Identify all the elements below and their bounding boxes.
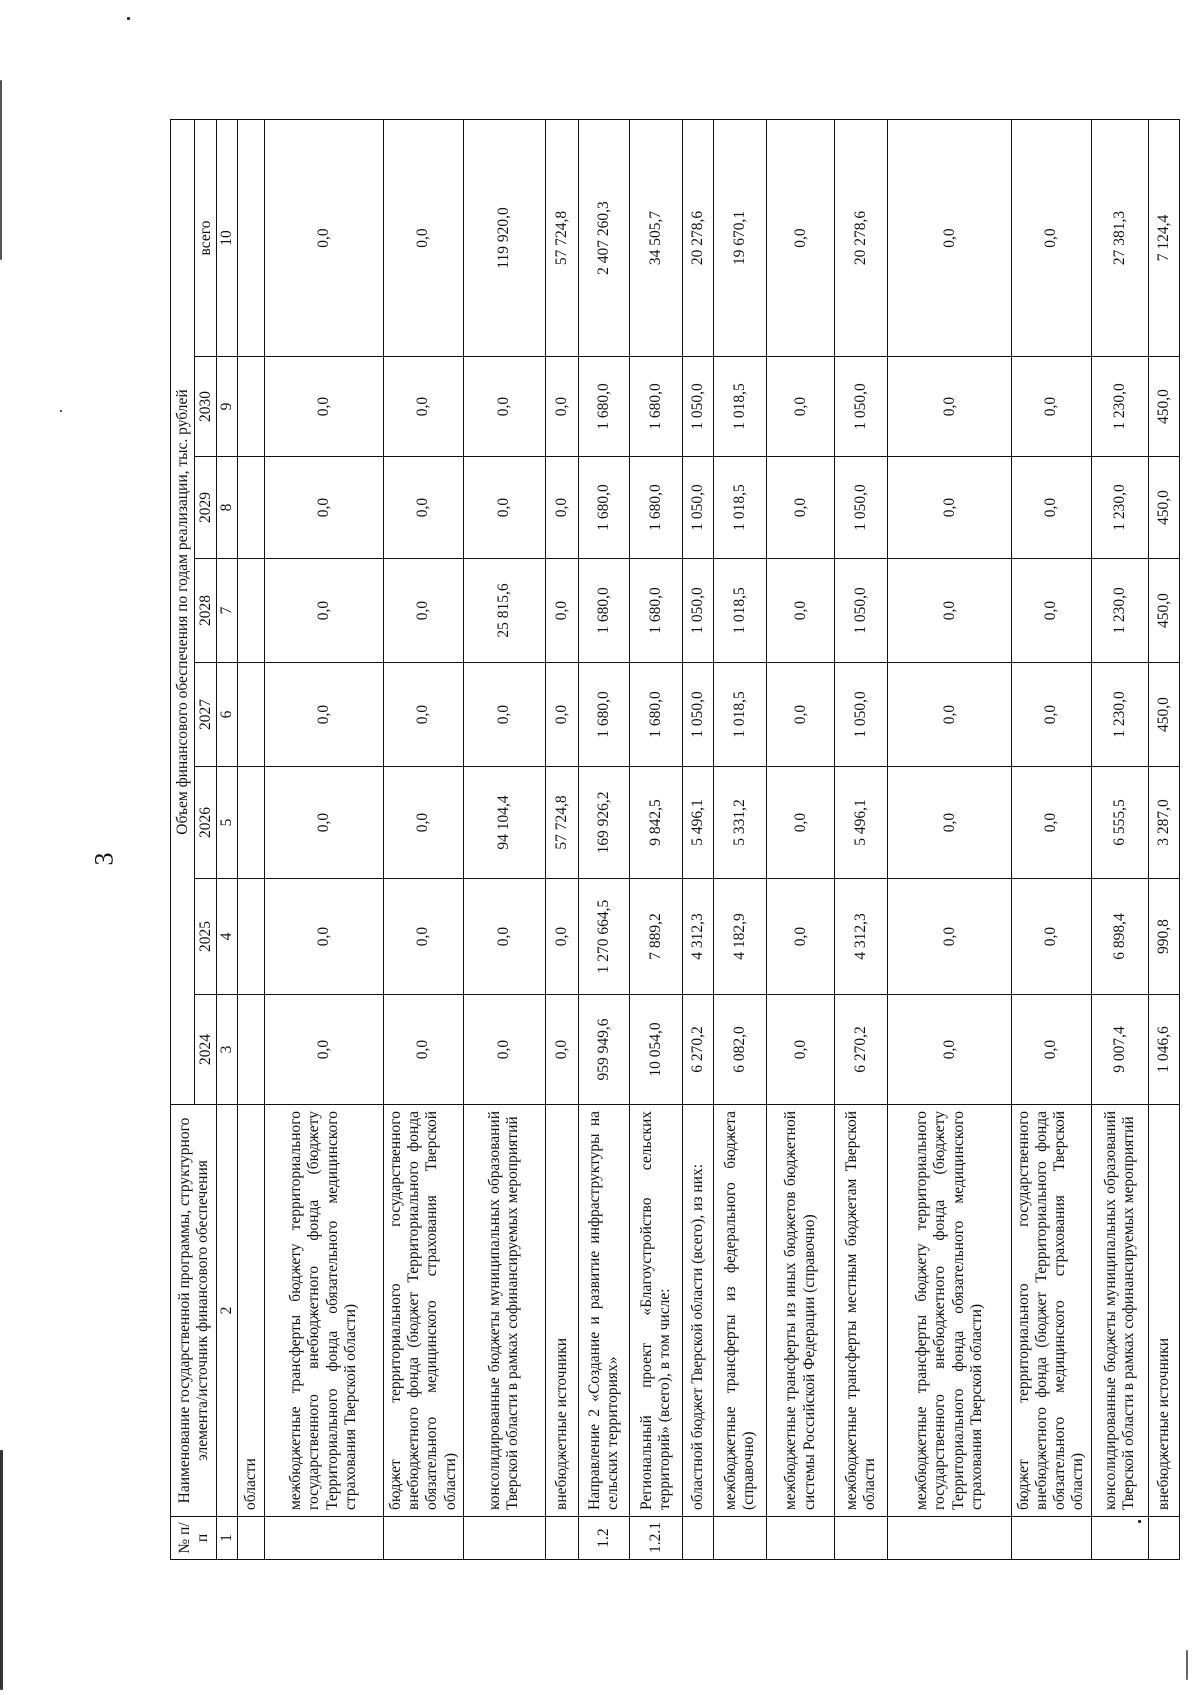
value-cell: 1 230,0	[1091, 357, 1148, 457]
value-cell: 6 082,0	[714, 995, 767, 1105]
table-row	[264, 120, 383, 1560]
value-cell: 0,0	[545, 995, 578, 1105]
value-cell	[238, 457, 265, 559]
value-cell: 1 680,0	[578, 663, 629, 767]
value-cell: 0,0	[383, 457, 463, 559]
value-cell: 6 270,2	[835, 995, 888, 1105]
column-number-7: 7	[217, 559, 238, 663]
value-cell: 1 050,0	[835, 357, 888, 457]
value-cell: 0,0	[888, 120, 1011, 357]
value-cell: 4 312,3	[683, 879, 714, 995]
value-cell: 0,0	[264, 120, 383, 357]
value-cell: 1 046,6	[1149, 995, 1180, 1105]
value-cell: 3 287,0	[1149, 767, 1180, 879]
value-cell: 0,0	[383, 767, 463, 879]
value-cell: 1 680,0	[629, 357, 682, 457]
table-row	[383, 120, 463, 1560]
financing-table	[170, 119, 1180, 1560]
column-number-2: 2	[217, 1105, 238, 1517]
value-cell: 0,0	[463, 457, 545, 559]
row-number	[1091, 1517, 1148, 1560]
row-name: межбюджетные трансферты из федерального бюджета (справочно)	[714, 1105, 767, 1517]
value-cell: 119 920,0	[463, 120, 545, 357]
value-cell: 0,0	[1011, 767, 1091, 879]
row-number	[264, 1517, 383, 1560]
value-cell: 0,0	[545, 457, 578, 559]
row-number: 1.2	[578, 1517, 629, 1560]
value-cell	[238, 120, 265, 357]
value-cell: 5 331,2	[714, 767, 767, 879]
value-cell: 0,0	[463, 357, 545, 457]
header-year-3: 2027	[195, 663, 217, 767]
value-cell: 0,0	[264, 357, 383, 457]
value-cell: 0,0	[1011, 559, 1091, 663]
value-cell: 9 007,4	[1091, 995, 1148, 1105]
row-number	[383, 1517, 463, 1560]
value-cell: 959 949,6	[578, 995, 629, 1105]
row-name: межбюджетные трансферты местным бюджетам Тверской области	[835, 1105, 888, 1517]
value-cell: 0,0	[1011, 879, 1091, 995]
value-cell: 0,0	[888, 663, 1011, 767]
rotated-table-container	[170, 120, 1180, 1560]
value-cell: 0,0	[264, 879, 383, 995]
row-name: внебюджетные источники	[1149, 1105, 1180, 1517]
value-cell: 19 670,1	[714, 120, 767, 357]
value-cell: 1 018,5	[714, 357, 767, 457]
value-cell: 1 680,0	[629, 457, 682, 559]
value-cell: 1 680,0	[578, 457, 629, 559]
header-column-numbers-row	[217, 120, 238, 1560]
row-number	[1011, 1517, 1091, 1560]
value-cell: 0,0	[545, 663, 578, 767]
value-cell: 0,0	[767, 559, 835, 663]
value-cell: 27 381,3	[1091, 120, 1148, 357]
value-cell: 6 555,5	[1091, 767, 1148, 879]
value-cell: 0,0	[545, 357, 578, 457]
value-cell: 1 680,0	[629, 559, 682, 663]
value-cell: 20 278,6	[835, 120, 888, 357]
header-number: № п/п	[171, 1517, 217, 1560]
row-number	[767, 1517, 835, 1560]
value-cell: 34 505,7	[629, 120, 682, 357]
value-cell: 1 018,5	[714, 663, 767, 767]
scan-dot	[127, 17, 130, 20]
value-cell: 1 680,0	[578, 357, 629, 457]
value-cell: 0,0	[383, 663, 463, 767]
value-cell: 1 050,0	[683, 559, 714, 663]
header-year-5: 2029	[195, 457, 217, 559]
value-cell	[238, 995, 265, 1105]
value-cell: 10 054,0	[629, 995, 682, 1105]
value-cell: 57 724,8	[545, 120, 578, 357]
value-cell: 0,0	[545, 559, 578, 663]
value-cell: 1 050,0	[683, 457, 714, 559]
header-name: Наименование государственной программы, структурного элемента/источник финансового обеспечения	[171, 1105, 217, 1517]
value-cell: 1 050,0	[835, 559, 888, 663]
value-cell: 1 018,5	[714, 559, 767, 663]
value-cell: 1 680,0	[578, 559, 629, 663]
value-cell: 0,0	[383, 357, 463, 457]
value-cell: 0,0	[383, 559, 463, 663]
value-cell: 7 889,2	[629, 879, 682, 995]
value-cell: 1 050,0	[835, 663, 888, 767]
value-cell: 0,0	[1011, 663, 1091, 767]
scan-edge-mark	[0, 1450, 3, 1690]
row-name: консолидированные бюджеты муниципальных образований Тверской области в рамках софинансируемых мероприятий	[463, 1105, 545, 1517]
value-cell: 0,0	[383, 879, 463, 995]
row-name: межбюджетные трансферты из иных бюджетов бюджетной системы Российской Федерации (справочно)	[767, 1105, 835, 1517]
header-year-2: 2026	[195, 767, 217, 879]
column-number-6: 6	[217, 663, 238, 767]
value-cell: 25 815,6	[463, 559, 545, 663]
row-name: внебюджетные источники	[545, 1105, 578, 1517]
value-cell: 0,0	[767, 457, 835, 559]
value-cell: 7 124,4	[1149, 120, 1180, 357]
table-row	[714, 120, 767, 1560]
value-cell: 0,0	[264, 457, 383, 559]
value-cell: 450,0	[1149, 559, 1180, 663]
table-row	[683, 120, 714, 1560]
header-year-7: всего	[195, 120, 217, 357]
value-cell	[238, 357, 265, 457]
value-cell: 20 278,6	[683, 120, 714, 357]
value-cell: 0,0	[767, 767, 835, 879]
column-number-10: 10	[217, 120, 238, 357]
value-cell: 1 680,0	[629, 663, 682, 767]
value-cell: 0,0	[767, 120, 835, 357]
value-cell: 1 230,0	[1091, 559, 1148, 663]
value-cell: 4 312,3	[835, 879, 888, 995]
value-cell: 1 270 664,5	[578, 879, 629, 995]
value-cell	[238, 879, 265, 995]
row-number	[835, 1517, 888, 1560]
column-number-1: 1	[217, 1517, 238, 1560]
value-cell: 0,0	[463, 995, 545, 1105]
value-cell	[238, 663, 265, 767]
value-cell: 1 050,0	[835, 457, 888, 559]
row-number	[1149, 1517, 1180, 1560]
value-cell: 1 230,0	[1091, 663, 1148, 767]
table-row	[238, 120, 265, 1560]
row-name: бюджет территориального государственного внебюджетного фонда (бюджет Территориального фонда обязательного медицинского страхования Тверской области)	[383, 1105, 463, 1517]
value-cell: 0,0	[888, 559, 1011, 663]
table-row	[888, 120, 1011, 1560]
value-cell: 1 050,0	[683, 357, 714, 457]
row-name: межбюджетные трансферты бюджету территориального государственного внебюджетного фонда (бюджету Территориального фонда обязательного медицинского страхования Тверской области)	[264, 1105, 383, 1517]
value-cell: 450,0	[1149, 457, 1180, 559]
table-row	[545, 120, 578, 1560]
value-cell: 0,0	[767, 357, 835, 457]
row-name: областной бюджет Тверской области (всего), из них:	[683, 1105, 714, 1517]
scan-edge-mark	[0, 80, 2, 260]
value-cell: 0,0	[888, 995, 1011, 1105]
value-cell: 0,0	[1011, 995, 1091, 1105]
value-cell: 450,0	[1149, 663, 1180, 767]
table-row	[1091, 120, 1148, 1560]
column-number-5: 5	[217, 767, 238, 879]
table-row	[629, 120, 682, 1560]
page-number: 3	[89, 852, 119, 866]
value-cell: 1 050,0	[683, 663, 714, 767]
value-cell: 0,0	[264, 767, 383, 879]
row-name: межбюджетные трансферты бюджету территориального государственного внебюджетного фонда (бюджету Территориального фонда обязательного медицинского страхования Тверской области)	[888, 1105, 1011, 1517]
value-cell: 0,0	[888, 767, 1011, 879]
row-number	[888, 1517, 1011, 1560]
value-cell: 0,0	[264, 559, 383, 663]
row-name: консолидированные бюджеты муниципальных образований Тверской области в рамках софинансируемых мероприятий	[1091, 1105, 1148, 1517]
header-year-4: 2028	[195, 559, 217, 663]
row-name: бюджет территориального государственного внебюджетного фонда (бюджет Территориального фонда обязательного медицинского страхования Тверской области)	[1011, 1105, 1091, 1517]
scan-dot	[1186, 1650, 1188, 1680]
value-cell: 94 104,4	[463, 767, 545, 879]
column-number-3: 3	[217, 995, 238, 1105]
row-number	[545, 1517, 578, 1560]
table-row	[578, 120, 629, 1560]
column-number-9: 9	[217, 357, 238, 457]
value-cell	[238, 559, 265, 663]
value-cell: 169 926,2	[578, 767, 629, 879]
row-number	[463, 1517, 545, 1560]
value-cell: 0,0	[463, 663, 545, 767]
value-cell: 5 496,1	[835, 767, 888, 879]
table-row	[835, 120, 888, 1560]
value-cell: 5 496,1	[683, 767, 714, 879]
value-cell: 1 230,0	[1091, 457, 1148, 559]
header-year-0: 2024	[195, 995, 217, 1105]
value-cell: 0,0	[767, 995, 835, 1105]
scan-dot	[60, 410, 62, 412]
value-cell: 1 018,5	[714, 457, 767, 559]
value-cell: 4 182,9	[714, 879, 767, 995]
value-cell: 0,0	[888, 457, 1011, 559]
value-cell: 57 724,8	[545, 767, 578, 879]
value-cell: 0,0	[888, 879, 1011, 995]
row-number	[714, 1517, 767, 1560]
value-cell: 6 270,2	[683, 995, 714, 1105]
value-cell: 0,0	[1011, 457, 1091, 559]
value-cell: 6 898,4	[1091, 879, 1148, 995]
value-cell: 0,0	[264, 995, 383, 1105]
value-cell: 2 407 260,3	[578, 120, 629, 357]
header-volume: Объем финансового обеспечения по годам реализации, тыс. рублей	[171, 120, 195, 1105]
table-row	[463, 120, 545, 1560]
row-number: 1.2.1	[629, 1517, 682, 1560]
value-cell: 9 842,5	[629, 767, 682, 879]
value-cell: 0,0	[463, 879, 545, 995]
table-row	[1011, 120, 1091, 1560]
value-cell: 0,0	[767, 879, 835, 995]
value-cell: 0,0	[888, 357, 1011, 457]
value-cell: 0,0	[383, 995, 463, 1105]
value-cell: 0,0	[1011, 357, 1091, 457]
row-number	[238, 1517, 265, 1560]
value-cell: 0,0	[264, 663, 383, 767]
row-name: области	[238, 1105, 265, 1517]
value-cell: 450,0	[1149, 357, 1180, 457]
value-cell: 0,0	[545, 879, 578, 995]
column-number-4: 4	[217, 879, 238, 995]
header-year-6: 2030	[195, 357, 217, 457]
header-year-1: 2025	[195, 879, 217, 995]
row-name: Направление 2 «Создание и развитие инфраструктуры на сельских территориях»	[578, 1105, 629, 1517]
value-cell: 0,0	[383, 120, 463, 357]
table-body	[238, 120, 1180, 1560]
value-cell: 990,8	[1149, 879, 1180, 995]
value-cell	[238, 767, 265, 879]
row-number	[683, 1517, 714, 1560]
table-row	[767, 120, 835, 1560]
value-cell: 0,0	[1011, 120, 1091, 357]
table-row	[1149, 120, 1180, 1560]
row-name: Региональный проект «Благоустройство сельских территорий» (всего), в том числе:	[629, 1105, 682, 1517]
column-number-8: 8	[217, 457, 238, 559]
value-cell: 0,0	[767, 663, 835, 767]
